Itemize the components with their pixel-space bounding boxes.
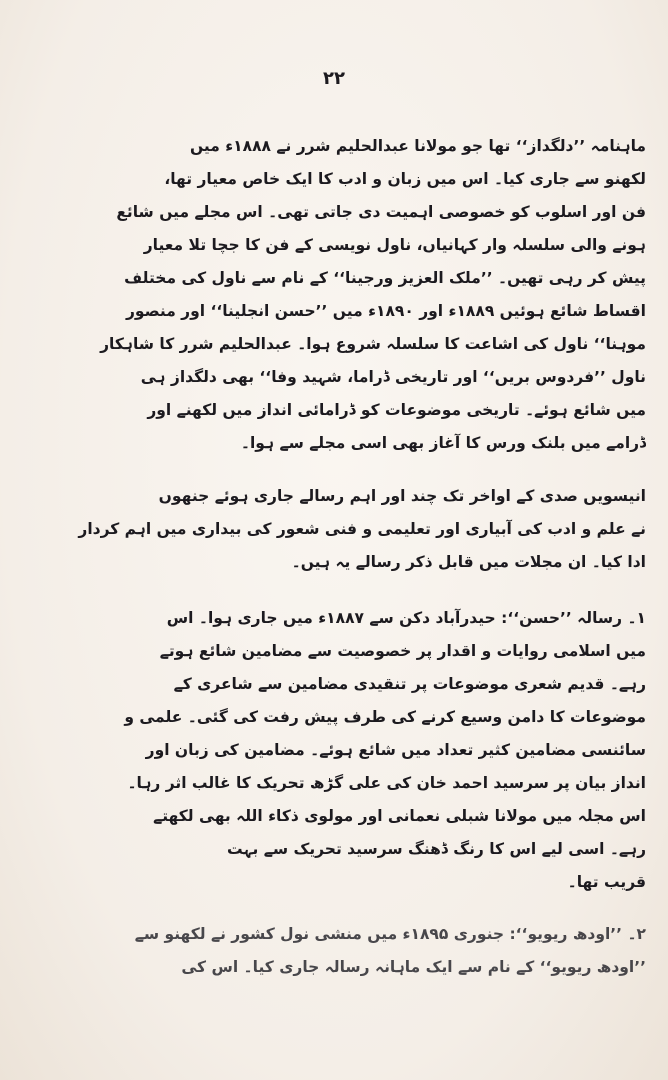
paragraph-awadh-review bbox=[18, 918, 646, 984]
text-line: ’’اودھ ریویو‘‘ کے نام سے ایک ماہانہ رسالہ جاری کیا۔ اس کی bbox=[181, 958, 646, 976]
text-line: ہونے والی سلسلہ وار کہانیاں، ناول نویسی کے فن کا جچا تلا معیار bbox=[143, 236, 646, 254]
text-line: ماہنامہ ’’دلگداز‘‘ تھا جو مولانا عبدالحلیم شرر نے ۱۸۸۸ء میں bbox=[189, 137, 646, 155]
text-line: پیش کر رہی تھیں۔ ’’ملک العزیز ورجینا‘‘ کے نام سے ناول کی مختلف bbox=[124, 269, 646, 287]
text-line: موہنا‘‘ ناول کی اشاعت کا سلسلہ شروع ہوا۔ عبدالحلیم شرر کا شاہکار bbox=[100, 335, 646, 353]
text-line: فن اور اسلوب کو خصوصی اہمیت دی جاتی تھی۔ اس مجلے میں شائع bbox=[116, 203, 646, 221]
text-line: انیسویں صدی کے اواخر تک چند اور اہم رسالے جاری ہوئے جنھوں bbox=[158, 487, 646, 505]
text-line: میں اسلامی روایات و اقدار پر خصوصیت سے مضامین شائع ہوتے bbox=[159, 642, 646, 660]
text-line: قریب تھا۔ bbox=[567, 873, 646, 891]
text-line: ادا کیا۔ ان مجلات میں قابل ذکر رسالے یہ ہیں۔ bbox=[291, 553, 646, 571]
page-number: ۲۲ bbox=[323, 68, 345, 89]
text-line: رہے۔ قدیم شعری موضوعات پر تنقیدی مضامین سے شاعری کے bbox=[173, 675, 646, 693]
text-line: رہے۔ اسی لیے اس کا رنگ ڈھنگ سرسید تحریک سے بہت bbox=[227, 840, 646, 858]
text-line: لکھنو سے جاری کیا۔ اس میں زبان و ادب کا ایک خاص معیار تھا، bbox=[164, 170, 646, 188]
text-line: ۲۔ ’’اودھ ریویو‘‘: جنوری ۱۸۹۵ء میں منشی نول کشور نے لکھنو سے bbox=[134, 925, 646, 943]
text-line: ڈرامے میں بلنک ورس کا آغاز بھی اسی مجلے سے ہوا۔ bbox=[240, 434, 646, 452]
text-line: ناول ’’فردوس بریں‘‘ اور تاریخی ڈراما، شہید وفا‘‘ بھی دلگداز ہی bbox=[140, 368, 646, 386]
text-line: میں شائع ہوئے۔ تاریخی موضوعات کو ڈرامائی انداز میں لکھنے اور bbox=[147, 401, 646, 419]
text-line: ۱۔ رسالہ ’’حسن‘‘: حیدرآباد دکن سے ۱۸۸۷ء میں جاری ہوا۔ اس bbox=[166, 609, 646, 627]
text-line: نے علم و ادب کی آبیاری اور تعلیمی و فنی شعور کی بیداری میں اہم کردار bbox=[78, 520, 646, 538]
text-line: اقساط شائع ہوئیں ۱۸۸۹ء اور ۱۸۹۰ء میں ’’حسن انجلینا‘‘ اور منصور bbox=[125, 302, 646, 320]
paragraph-nineteenth-century bbox=[18, 480, 646, 579]
text-line: سائنسی مضامین کثیر تعداد میں شائع ہوئے۔ مضامین کی زبان اور bbox=[145, 741, 646, 759]
text-line: موضوعات کا دامن وسیع کرنے کی طرف پیش رفت کی گئی۔ علمی و bbox=[124, 708, 646, 726]
paragraph-dilgudaz bbox=[18, 130, 646, 460]
text-line: انداز بیان پر سرسید احمد خان کی علی گڑھ تحریک کا غالب اثر رہا۔ bbox=[127, 774, 646, 792]
text-line: اس مجلہ میں مولانا شبلی نعمانی اور مولوی ذکاء اللہ بھی لکھتے bbox=[153, 807, 646, 825]
paragraph-risala-hasan bbox=[18, 602, 646, 899]
